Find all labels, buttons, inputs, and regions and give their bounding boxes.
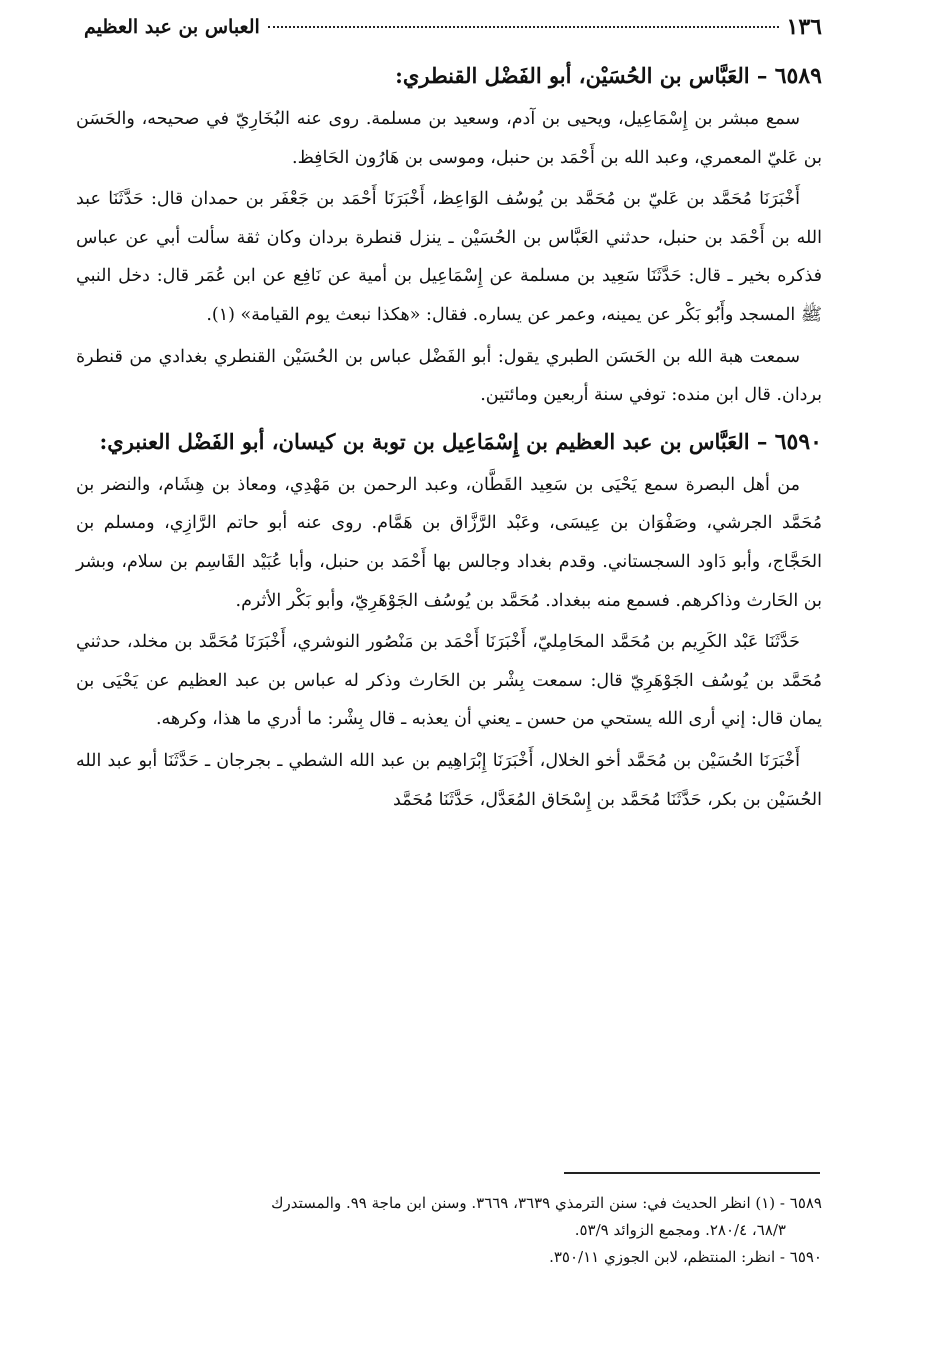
entry-heading: ٦٥٩٠ – العَبَّاس بن عبد العظيم بن إِسْمَاعِيل بن توبة بن كيسان، أبو الفَضْل العنبري: [99,428,822,455]
footnotes [76,1190,822,1271]
paragraph: أَخْبَرَنَا مُحَمَّد بن عَليّ بن مُحَمَّد بن يُوسُف الوَاعِظ، أَخْبَرَنَا أَحْمَد بن جَعْفَر بن حمدان قال: حَدَّثَنَا عبد الله بن أَحْمَد بن حنبل، حدثني العَبَّاس بن الحُسَيْن ـ ينزل قنطرة بردان وكان ثقة سألت أبي عن عباس فذكره بخير ـ قال: حَدَّثَنَا سَعِيد بن مسلمة عن إِسْمَاعِيل بن أمية عن نَافِع عن ابن عُمَر قال: دخل النبي ﷺ المسجد وأَبُو بَكْر عن يمينه، وعمر عن يساره. فقال: «هكذا نبعث يوم القيامة» (١). [76,189,822,325]
paragraph: سمعت هبة الله بن الحَسَن الطبري يقول: أبو الفَضْل عباس بن الحُسَيْن القنطري بغدادي من قنطرة بردان. قال ابن منده: توفي سنة أربعين ومائتين. [76,346,822,406]
page-number: ١٣٦ [786,14,822,40]
footnote-line: ٦٥٨٩ - (١) انظر الحديث في: سنن الترمذي ٣٦٣٩، ٣٦٦٩. وسنن ابن ماجة ٩٩. والمستدرك [271,1194,822,1212]
paragraph: أَخْبَرَنَا الحُسَيْن بن مُحَمَّد أخو الخلال، أَخْبَرَنَا إِبْرَاهِيم بن عبد الله الشطي ـ بجرجان ـ حَدَّثَنَا أبو عبد الله الحُسَيْن بن بكر، حَدَّثَنَا مُحَمَّد بن إِسْحَاق المُعَدَّل، حَدَّثَنَا مُحَمَّد [76,750,822,810]
entry-number: ٦٥٩٠ [774,428,822,455]
entry-title: العَبَّاس بن الحُسَيْن، أبو الفَضْل القنطري: [395,63,750,88]
footnote-line: ٦٨/٣، ٢٨٠/٤. ومجمع الزوائد ٥٣/٩. [574,1221,786,1239]
footnote-line: ٦٥٩٠ - انظر: المنتظم، لابن الجوزي ٣٥٠/١١. [549,1248,822,1266]
paragraph: من أهل البصرة سمع يَحْيَى بن سَعِيد القَطَّان، وعبد الرحمن بن مَهْدِي، ومعاذ بن هِشَام، والنضر بن مُحَمَّد الجرشي، وصَفْوَان بن عِيسَى، وعَبْد الرَّزَّاق بن هَمَّام. روى عنه أبو حاتم الرَّازِي، ومسلم بن الحَجَّاج، وأبو دَاود السجستاني. وقدم بغداد وجالس بها أَحْمَد بن حنبل، وأبا عُبَيْد القَاسِم بن سلام، وبشر بن الحَارث وذاكرهم. فسمع منه ببغداد. مُحَمَّد بن يُوسُف الجَوْهَرِيّ، وأبو بَكْر الأثرم. [76,474,822,611]
header-dot-leader [268,26,779,28]
paragraph: سمع مبشر بن إِسْمَاعِيل، ويحيى بن آدم، وسعيد بن مسلمة. روى عنه البُخَارِيّ في صحيحه، والحَسَن بن عَليّ المعمري، وعبد الله بن أَحْمَد بن حنبل، وموسى بن هَارُون الحَافِظ. [76,109,822,168]
running-title: العباس بن عبد العظيم [84,16,260,38]
page-header [84,10,822,44]
footnote-separator [564,1172,820,1174]
entry-number: ٦٥٨٩ [774,63,822,89]
entry-title: العَبَّاس بن عبد العظيم بن إِسْمَاعِيل بن توبة بن كيسان، أبو الفَضْل العنبري: [99,428,750,454]
paragraph: حَدَّثَنَا عَبْد الكَرِيم بن مُحَمَّد المحَامِليّ، أَخْبَرَنَا أَحْمَد بن مَنْصُور النوشري، أَخْبَرَنَا مُحَمَّد بن مخلد، حدثني مُحَمَّد بن يُوسُف الجَوْهَرِيّ قال: سمعت بِشْر بن الحَارث وذكر له عباس بن عبد العظيم عن يَحْيَى بن يمان قال: إني أرى الله يستحي من حسن ـ يعني أن يعذبه ـ قال بِشْر: ما أدري ما هذا، وكرهه. [76,632,822,730]
main-text [76,52,822,822]
entry-heading: ٦٥٨٩ – العَبَّاس بن الحُسَيْن، أبو الفَضْل القنطري: [395,63,822,89]
